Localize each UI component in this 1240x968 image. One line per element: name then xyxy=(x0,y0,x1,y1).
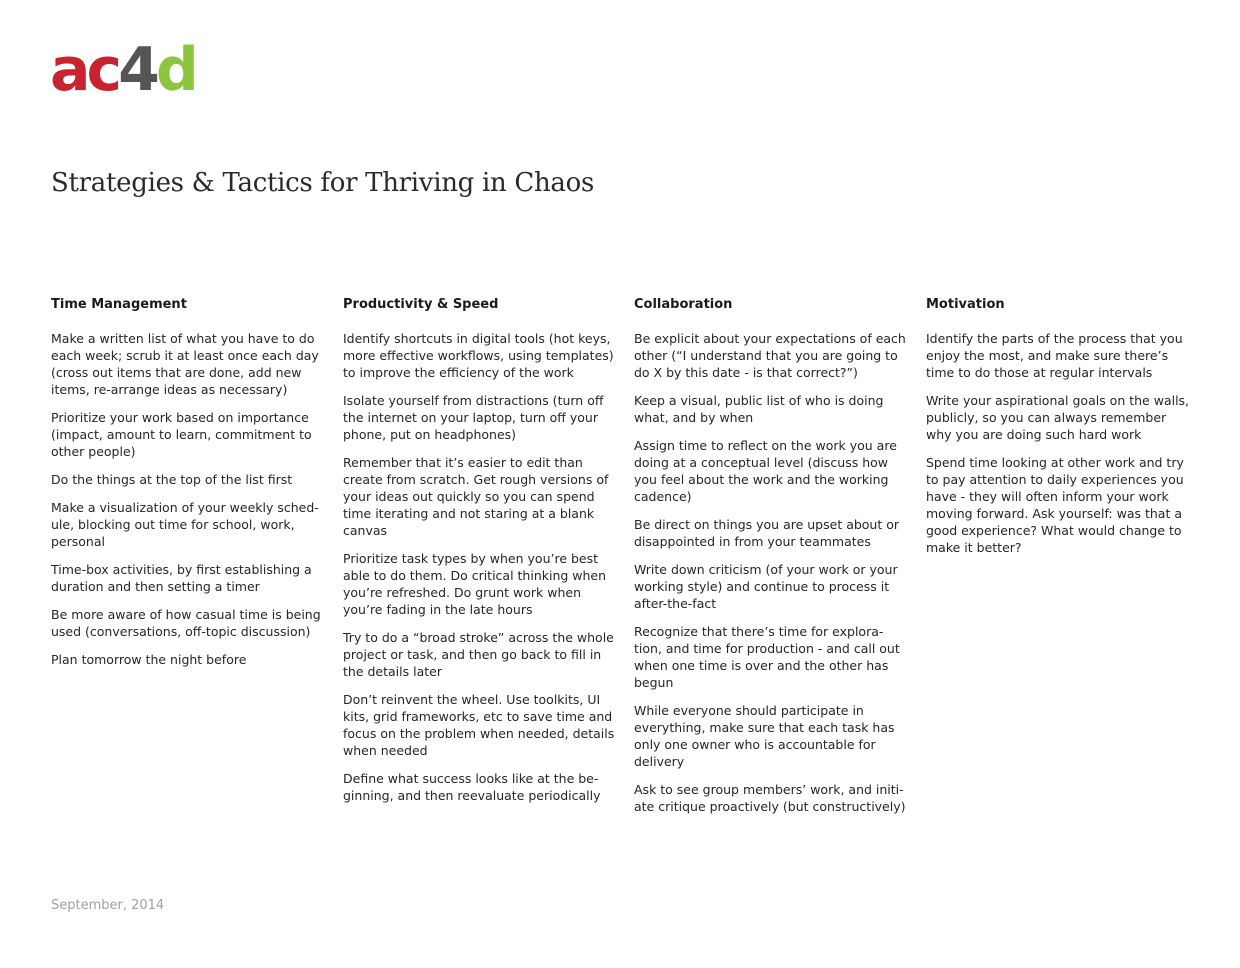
ac4d-logo xyxy=(50,35,195,105)
column-collaboration xyxy=(634,296,906,826)
column-time-management xyxy=(51,296,323,679)
tip-item: Be explicit about your expectations of each other (“I understand that you are going to do X by this date - is that correct?”) xyxy=(634,331,906,380)
column-heading: Collaboration xyxy=(634,297,733,312)
tip-item: Time-box activities, by first establishing a duration and then setting a timer xyxy=(51,562,312,594)
tip-item: Assign time to reflect on the work you are doing at a conceptual level (discuss how you feel about the work and the working cadence) xyxy=(634,438,897,504)
tip-item: Define what success looks like at the be-ginning, and then reevaluate periodically xyxy=(343,771,601,803)
tip-item: Don’t reinvent the wheel. Use toolkits, UI kits, grid frameworks, etc to save time and focus on the problem when needed, details when needed xyxy=(343,692,615,758)
tip-item: Be more aware of how casual time is being used (conversations, off-topic discussion) xyxy=(51,607,321,639)
tip-item: While everyone should participate in everything, make sure that each task has only one owner who is accountable for delivery xyxy=(634,703,895,769)
tip-item: Write your aspirational goals on the walls, publicly, so you can always remember why you are doing such hard work xyxy=(926,393,1190,442)
logo-part-d: d xyxy=(155,35,195,105)
tip-item: Write down criticism (of your work or your working style) and continue to process it after-the-fact xyxy=(634,562,898,611)
tip-item: Remember that it’s easier to edit than create from scratch. Get rough versions of your ideas out quickly so you can spend time iterating and not staring at a blank canvas xyxy=(343,455,609,538)
column-heading: Motivation xyxy=(926,297,1005,312)
tip-item: Identify the parts of the process that you enjoy the most, and make sure there’s time to do those at regular intervals xyxy=(926,331,1183,380)
tip-item: Try to do a “broad stroke” across the whole project or task, and then go back to fill in the details later xyxy=(343,630,614,679)
logo-part-ac: ac xyxy=(50,35,119,105)
tip-item: Do the things at the top of the list first xyxy=(51,472,293,487)
tip-item: Identify shortcuts in digital tools (hot keys, more effective workflows, using templates) to improve the efficiency of the work xyxy=(343,331,614,380)
tip-item: Make a written list of what you have to do each week; scrub it at least once each day (cross out items that are done, add new items, re-arrange ideas as necessary) xyxy=(51,331,319,397)
tip-item: Ask to see group members’ work, and initi-ate critique proactively (but constructively) xyxy=(634,782,906,814)
tip-item: Keep a visual, public list of who is doing what, and by when xyxy=(634,393,884,425)
footer-date: September, 2014 xyxy=(51,898,165,913)
tip-item: Spend time looking at other work and try to pay attention to daily experiences you have - they will often inform your work moving forward. Ask yourself: was that a good experience? What would change to make it better? xyxy=(926,455,1184,555)
tip-item: Be direct on things you are upset about or disappointed in from your teammates xyxy=(634,517,900,549)
tip-item: Plan tomorrow the night before xyxy=(51,652,247,667)
tip-item: Recognize that there’s time for explora-tion, and time for production - and call out when one time is over and the other has begun xyxy=(634,624,900,690)
column-motivation xyxy=(926,296,1192,567)
tip-item: Make a visualization of your weekly sched-ule, blocking out time for school, work, personal xyxy=(51,500,319,549)
tip-item: Prioritize task types by when you’re best able to do them. Do critical thinking when you’re refreshed. Do grunt work when you’re fading in the late hours xyxy=(343,551,607,617)
column-heading: Productivity & Speed xyxy=(343,297,499,312)
logo-part-4: 4 xyxy=(118,35,156,105)
page-title: Strategies & Tactics for Thriving in Chaos xyxy=(51,168,595,198)
column-productivity-speed xyxy=(343,296,615,815)
column-heading: Time Management xyxy=(51,297,187,312)
tip-item: Prioritize your work based on importance (impact, amount to learn, commitment to other people) xyxy=(51,410,312,459)
tip-item: Isolate yourself from distractions (turn off the internet on your laptop, turn off your phone, put on headphones) xyxy=(343,393,604,442)
